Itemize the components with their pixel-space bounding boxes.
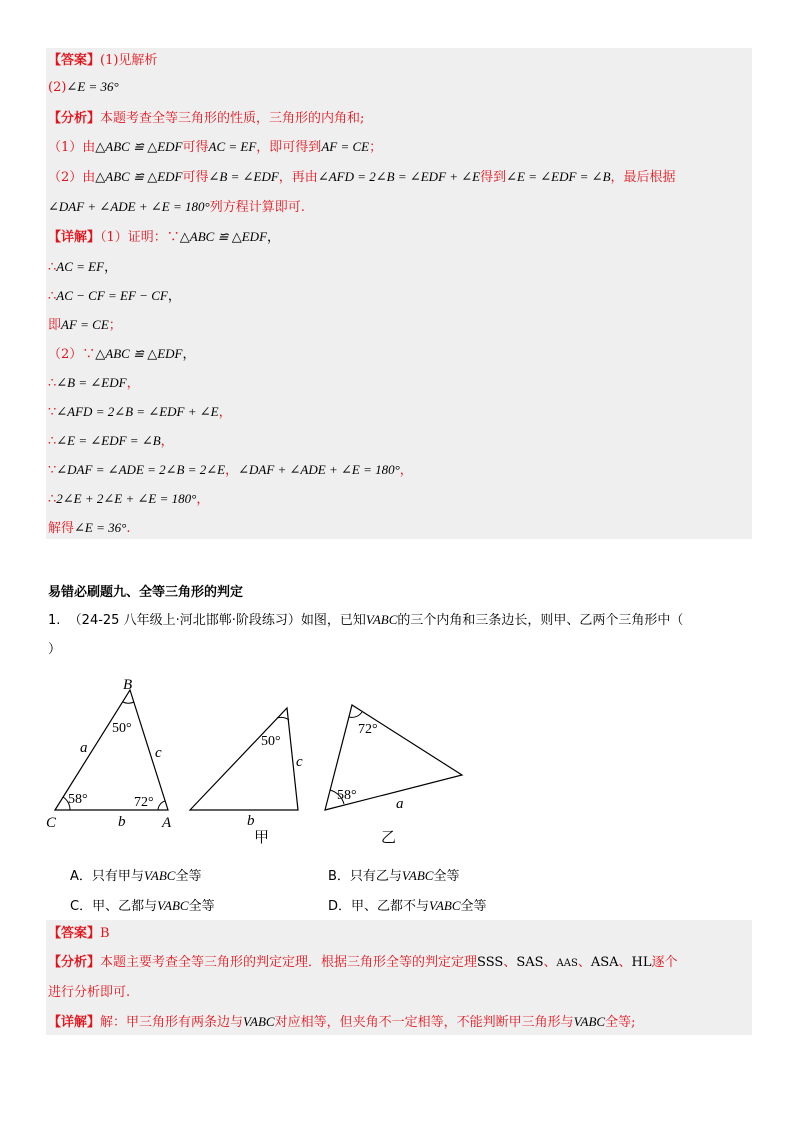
angle-arc-yi-top	[349, 712, 362, 717]
answer-2-math: ∠E = 36°	[66, 79, 119, 94]
detail-triangle: VABC	[243, 1014, 275, 1029]
step-9-end: ，	[196, 492, 210, 507]
a2-math-4: ∠E = ∠EDF = ∠B	[506, 169, 611, 184]
answer-line	[48, 52, 157, 70]
step-3-end: ；	[108, 318, 122, 333]
a1-math-2: AC = EF	[208, 139, 257, 154]
therefore-symbol: ∴	[48, 376, 57, 391]
step-4-end: ，	[182, 347, 196, 362]
option-a[interactable]	[70, 865, 201, 884]
a2-math-5: ∠DAF + ∠ADE + ∠E = 180°	[48, 199, 210, 214]
vertex-c: C	[46, 815, 57, 831]
analysis-line-2b	[48, 984, 130, 1002]
analysis-step-2b	[48, 198, 305, 217]
detail-triangle-2: VABC	[573, 1014, 606, 1029]
step-3-math: AF = CE	[61, 317, 109, 332]
option-b-triangle: VABC	[401, 868, 434, 883]
step-10-end: .	[126, 521, 131, 536]
step-1-math: AC = EF	[56, 259, 105, 274]
step-9-math: 2∠E + 2∠E + ∠E = 180°	[56, 491, 197, 506]
step-7	[48, 432, 174, 451]
step-8-mid: ，	[225, 463, 239, 478]
analysis-step-2	[48, 168, 676, 187]
a1-end: ；	[369, 140, 383, 155]
answer-1: (1)见解析	[100, 53, 158, 68]
option-c-triangle: VABC	[157, 898, 189, 913]
detail-tag-2: 【详解】	[48, 1015, 101, 1030]
option-d[interactable]	[328, 895, 487, 914]
detail-tag: 【详解】	[48, 230, 101, 245]
rule-hl: HL	[631, 955, 652, 970]
step-1	[48, 258, 117, 277]
answer-2-num: (2)	[48, 80, 67, 95]
answer-2-line	[48, 78, 119, 97]
angle-arc-a	[158, 801, 165, 810]
step-8-math-2: ∠DAF + ∠ADE + ∠E = 180°	[238, 462, 400, 477]
therefore-symbol: ∴	[48, 289, 57, 304]
a2-end: ，最后根据	[610, 170, 676, 185]
option-a-pre: A．只有甲与	[70, 869, 144, 884]
analysis-text-2: 本题主要考查全等三角形的判定定理．根据三角形全等的判定定理	[100, 955, 478, 970]
option-d-post: 全等	[460, 899, 487, 914]
option-a-post: 全等	[175, 869, 202, 884]
side-c: c	[155, 745, 162, 761]
step-8-end: ，	[399, 463, 413, 478]
detail-1: （1）证明：∵	[100, 230, 180, 245]
question-text-2: 的三个内角和三条边长，则甲、乙两个三角形中（	[397, 613, 684, 628]
a2-math-1: △ABC ≌ △EDF	[95, 169, 183, 184]
detail-line-2	[48, 1013, 636, 1032]
step-6-math: ∠AFD = 2∠B = ∠EDF + ∠E	[56, 404, 219, 419]
detail-text-2b: 对应相等，但夹角不一定相等，不能判断甲三角形与	[274, 1015, 574, 1030]
analysis-line-2	[48, 954, 678, 973]
jia-angle-label: 50°	[261, 734, 281, 749]
sep-1: 、	[503, 955, 517, 970]
step-10-math: ∠E = 36°	[74, 520, 127, 535]
detail-end-2: 全等;	[605, 1015, 636, 1030]
option-c-pre: C．甲、乙都与	[70, 899, 158, 914]
question-line	[48, 611, 683, 630]
step-4-pre: （2）∵	[48, 347, 96, 362]
step-6	[48, 403, 232, 422]
option-c[interactable]	[70, 895, 215, 914]
sep-4: 、	[618, 955, 632, 970]
option-b-post: 全等	[433, 869, 460, 884]
side-b: b	[118, 814, 126, 830]
step-5-end: ，	[126, 376, 140, 391]
a2-math-2: ∠B = ∠EDF	[208, 169, 279, 184]
triangle-jia	[190, 708, 298, 810]
analysis-line	[48, 110, 364, 128]
rule-sas: SAS	[516, 955, 544, 970]
step-4-math: △ABC ≌ △EDF	[95, 346, 183, 361]
triangle-figure	[0, 660, 800, 850]
step-4	[48, 345, 196, 364]
question-line-2	[48, 641, 61, 659]
analysis-text: 本题考查全等三角形的性质，三角形的内角和;	[100, 111, 365, 126]
angle-arc-b	[123, 702, 134, 703]
answer-tag: 【答案】	[48, 53, 101, 68]
sep-2: 、	[543, 955, 557, 970]
a1-prefix: （1）由	[48, 140, 96, 155]
question-text: （24-25 八年级上·河北邯郸·阶段练习）如图，已知	[68, 613, 366, 628]
step-2-math: AC − CF = EF − CF	[56, 288, 168, 303]
angle-a-label: 72°	[134, 795, 154, 810]
detail-line	[48, 228, 280, 247]
yi-angle-1-label: 72°	[358, 722, 378, 737]
step-3	[48, 316, 122, 335]
angle-c-label: 58°	[68, 792, 88, 807]
jia-side-c: c	[296, 754, 303, 770]
step-9	[48, 490, 209, 509]
analysis-end-2: 逐个	[651, 955, 678, 970]
analysis-line-2b-text: 进行分析即可.	[48, 985, 131, 1000]
rule-asa: ASA	[590, 955, 619, 970]
a2-math-3: ∠AFD = 2∠B = ∠EDF + ∠E	[317, 169, 481, 184]
a2-mid3: 得到	[480, 170, 507, 185]
analysis-tag-2: 【分析】	[48, 955, 101, 970]
therefore-symbol: ∴	[48, 434, 57, 449]
step-2-end: ，	[167, 289, 181, 304]
detail-1-end: ，	[267, 230, 281, 245]
angle-arc-jia	[277, 717, 289, 720]
a1-mid: 可得	[182, 140, 209, 155]
step-7-math: ∠E = ∠EDF = ∠B	[56, 433, 161, 448]
step-3-pre: 即	[48, 318, 62, 333]
option-c-post: 全等	[188, 899, 215, 914]
answer-value: B	[100, 926, 110, 941]
step-10	[48, 519, 130, 538]
step-6-end: ，	[218, 405, 232, 420]
section-heading: 易错必刷题九、全等三角形的判定	[48, 585, 244, 600]
option-d-triangle: VABC	[429, 898, 461, 913]
question-text-3: ）	[48, 642, 62, 657]
vertex-a: A	[162, 815, 172, 831]
vertex-b: B	[123, 677, 133, 693]
therefore-symbol: ∴	[48, 260, 57, 275]
step-2	[48, 287, 181, 306]
answer-2-line-b	[48, 925, 110, 943]
analysis-tag: 【分析】	[48, 111, 101, 126]
answer-tag-2: 【答案】	[48, 926, 101, 941]
option-b-pre: B．只有乙与	[328, 869, 402, 884]
because-symbol: ∵	[48, 405, 57, 420]
rule-aas: AAS	[556, 958, 578, 969]
option-d-pre: D．甲、乙都不与	[328, 899, 430, 914]
a1-math-3: AF = CE	[321, 139, 370, 154]
option-a-triangle: VABC	[143, 868, 176, 883]
step-1-end: ，	[104, 260, 118, 275]
step-8-math: ∠DAF = ∠ADE = 2∠B = 2∠E	[56, 462, 226, 477]
a2-end2: 列方程计算即可.	[209, 200, 305, 215]
step-5	[48, 374, 140, 393]
a2-mid: 可得	[182, 170, 209, 185]
rule-sss: SSS	[477, 955, 504, 970]
yi-angle-2-label: 58°	[337, 788, 357, 803]
analysis-step-1	[48, 138, 382, 157]
therefore-symbol: ∴	[48, 492, 57, 507]
step-7-end: ，	[160, 434, 174, 449]
yi-caption: 乙	[381, 828, 397, 846]
sep-3: 、	[577, 955, 591, 970]
question-triangle: VABC	[365, 612, 398, 627]
yi-side-a: a	[396, 796, 404, 812]
step-10-pre: 解得	[48, 521, 75, 536]
angle-b-label: 50°	[112, 721, 132, 736]
a2-mid2: ，再由	[278, 170, 318, 185]
step-5-math: ∠B = ∠EDF	[56, 375, 127, 390]
option-b[interactable]	[328, 865, 459, 884]
detail-text-2: 解：甲三角形有两条边与	[100, 1015, 244, 1030]
a1-mid2: ，即可得到	[256, 140, 322, 155]
side-a: a	[80, 740, 88, 756]
jia-caption: 甲	[254, 828, 270, 846]
because-symbol: ∵	[48, 463, 57, 478]
step-8	[48, 461, 413, 480]
jia-side-b: b	[247, 813, 255, 829]
detail-1-math: △ABC ≌ △EDF	[179, 229, 268, 244]
a2-prefix: （2）由	[48, 170, 96, 185]
question-number: 1.	[48, 613, 61, 628]
a1-math-1: △ABC ≌ △EDF	[95, 139, 183, 154]
